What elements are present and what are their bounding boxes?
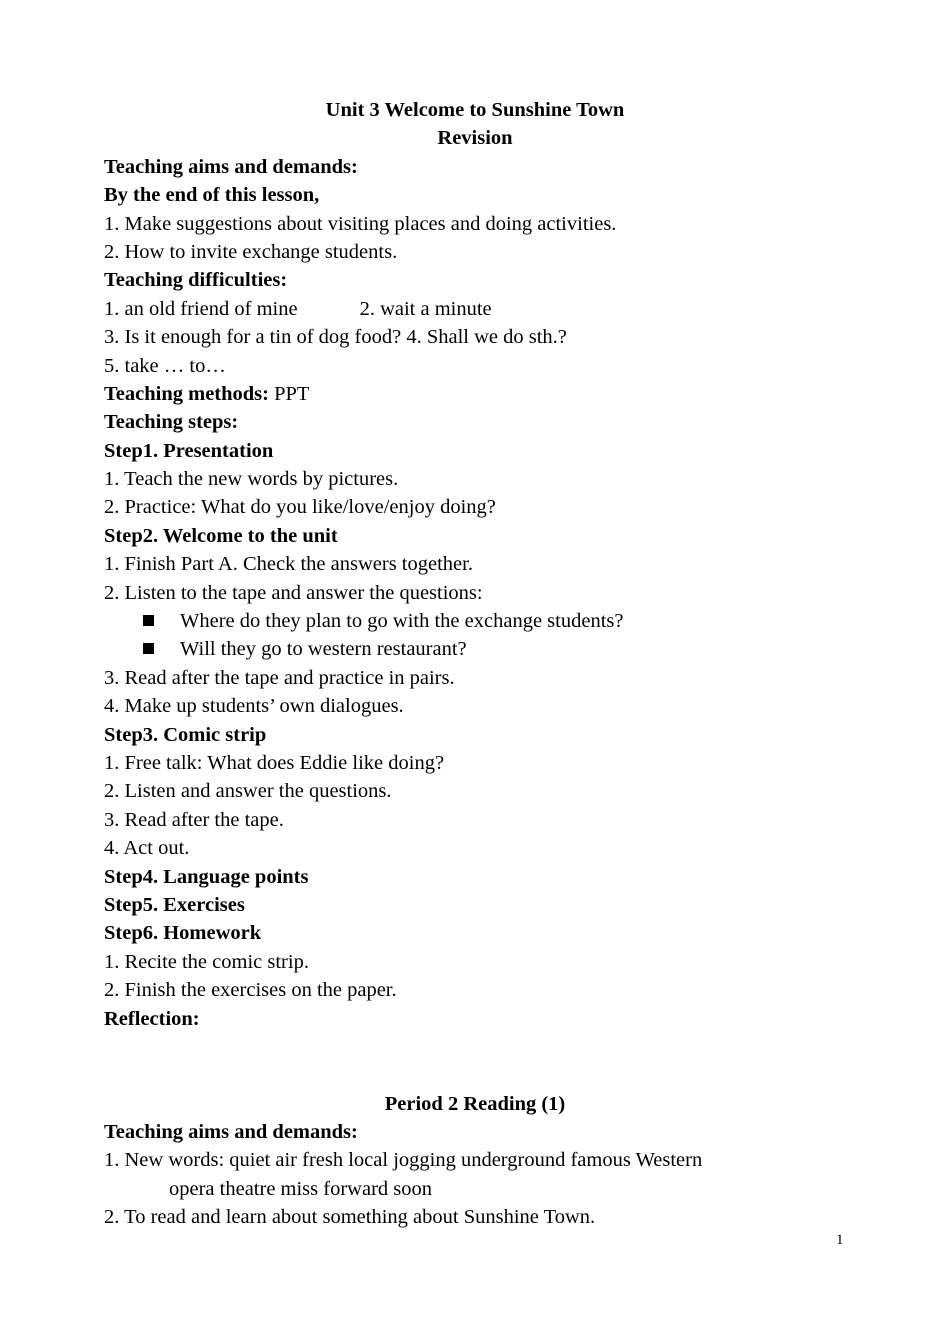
difficulty-item: 3. Is it enough for a tin of dog food? 4. Shall we do sth.? <box>104 326 567 349</box>
step3-item: 3. Read after the tape. <box>104 808 284 831</box>
spacer <box>104 1061 864 1089</box>
page-title: Unit 3 Welcome to Sunshine Town <box>325 99 625 121</box>
step2-item: 3. Read after the tape and practice in pairs. <box>104 666 455 689</box>
step1-item: 1. Teach the new words by pictures. <box>104 468 399 491</box>
methods-label: Teaching methods: <box>104 382 269 405</box>
methods-line <box>104 380 864 408</box>
period2-item-continued: opera theatre miss forward soon <box>169 1177 432 1200</box>
step1-heading: Step1. Presentation <box>104 439 274 462</box>
bullet-text: Will they go to western restaurant? <box>180 638 467 661</box>
step2-bullet <box>104 635 864 663</box>
square-bullet-icon <box>143 615 154 626</box>
step2-heading: Step2. Welcome to the unit <box>104 524 338 547</box>
difficulty-item: 1. an old friend of mine <box>104 297 298 320</box>
period2-aims-heading: Teaching aims and demands: <box>104 1121 358 1144</box>
step2-item: 1. Finish Part A. Check the answers together. <box>104 553 473 576</box>
period2-item: 1. New words: quiet air fresh local jogging underground famous Western <box>104 1149 703 1172</box>
document-body <box>104 96 864 1232</box>
steps-heading: Teaching steps: <box>104 411 239 434</box>
step2-item: 2. Listen to the tape and answer the questions: <box>104 581 483 604</box>
step4-heading: Step4. Language points <box>104 865 309 888</box>
spacer <box>104 1033 864 1061</box>
difficulties-heading: Teaching difficulties: <box>104 269 288 292</box>
bullet-text: Where do they plan to go with the exchange students? <box>180 610 624 633</box>
step3-item: 1. Free talk: What does Eddie like doing? <box>104 751 445 774</box>
step3-item: 2. Listen and answer the questions. <box>104 780 392 803</box>
step6-heading: Step6. Homework <box>104 922 262 945</box>
aim-item: 1. Make suggestions about visiting places and doing activities. <box>104 212 617 235</box>
period2-item: 2. To read and learn about something about Sunshine Town. <box>104 1206 596 1229</box>
page-number: 1 <box>836 1232 844 1248</box>
period2-title: Period 2 Reading (1) <box>384 1092 566 1115</box>
difficulty-item: 2. wait a minute <box>359 297 492 320</box>
step5-heading: Step5. Exercises <box>104 893 245 916</box>
square-bullet-icon <box>143 643 154 654</box>
reflection-heading: Reflection: <box>104 1007 200 1030</box>
step3-item: 4. Act out. <box>104 837 190 860</box>
difficulty-item: 5. take … to… <box>104 354 226 377</box>
aim-item: 2. How to invite exchange students. <box>104 240 398 263</box>
aims-heading: Teaching aims and demands: <box>104 155 358 178</box>
step2-item: 4. Make up students’ own dialogues. <box>104 695 404 718</box>
step3-heading: Step3. Comic strip <box>104 723 267 746</box>
step6-item: 1. Recite the comic strip. <box>104 950 309 973</box>
step1-item: 2. Practice: What do you like/love/enjoy doing? <box>104 496 496 519</box>
by-end-line: By the end of this lesson, <box>104 184 320 207</box>
step6-item: 2. Finish the exercises on the paper. <box>104 979 397 1002</box>
methods-value: PPT <box>268 382 310 405</box>
difficulty-row <box>104 295 864 323</box>
page-subtitle: Revision <box>437 127 513 150</box>
step2-bullet <box>104 607 864 635</box>
